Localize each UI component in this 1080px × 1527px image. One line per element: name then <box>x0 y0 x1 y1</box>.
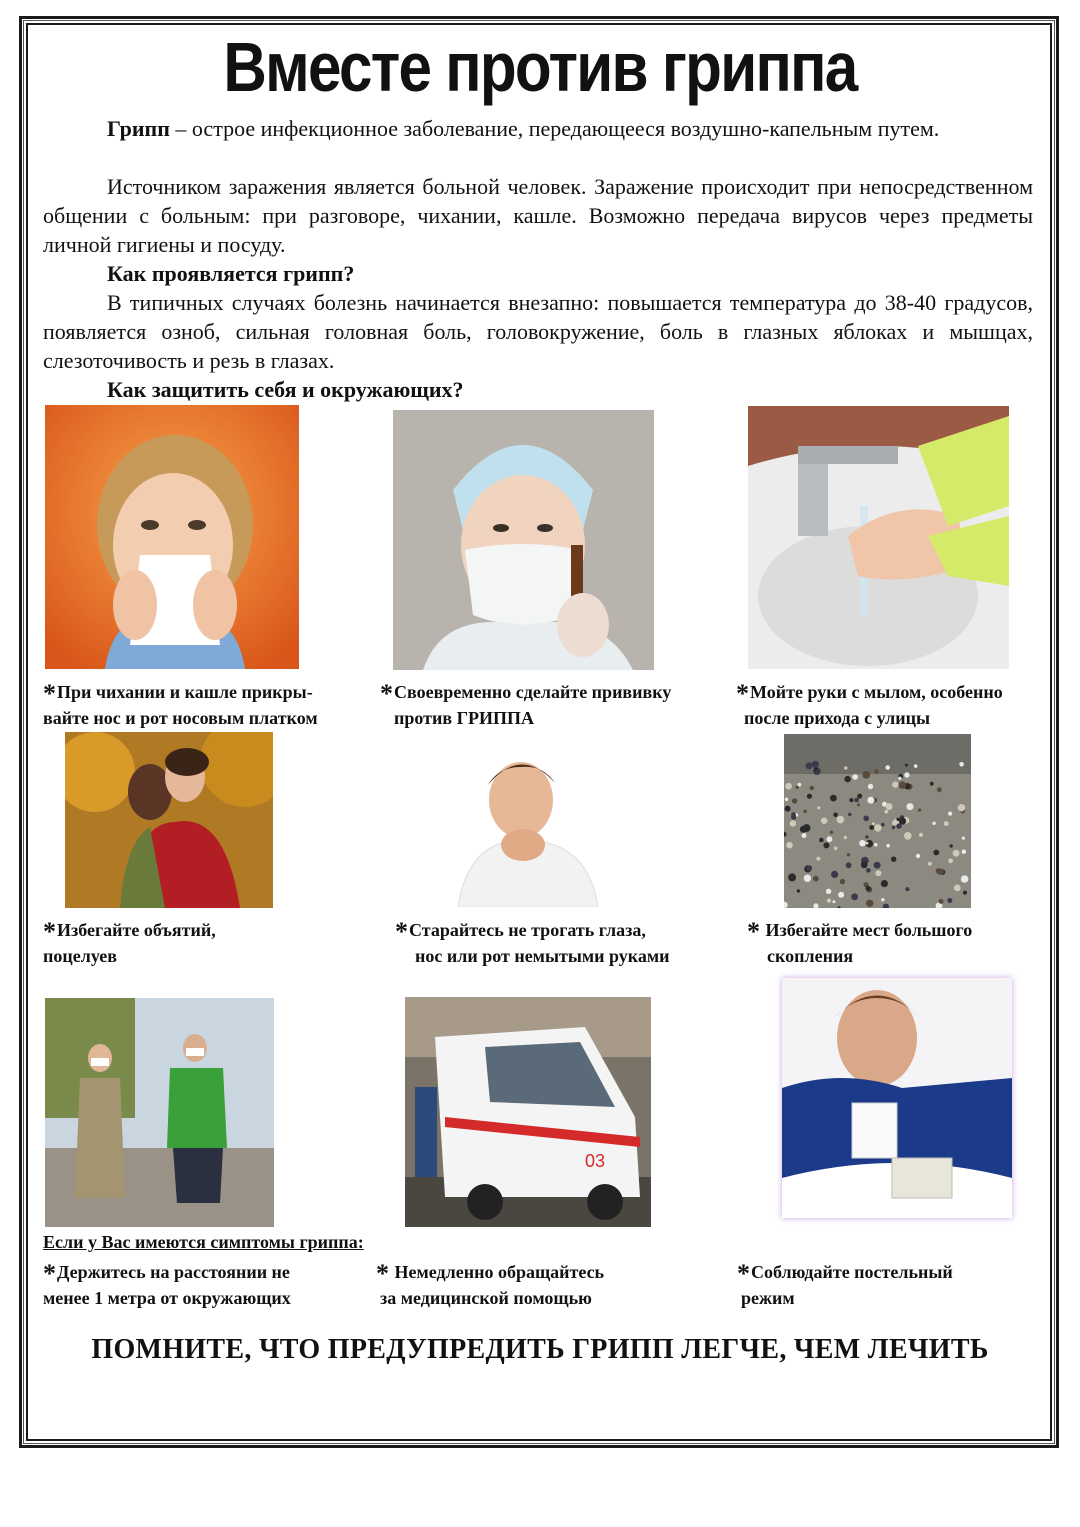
symptoms-heading: Если у Вас имеются симптомы гриппа: <box>43 1232 364 1252</box>
caption-sneeze: *При чихании и кашле прикры- вайте нос и рот носовым платком <box>43 679 318 728</box>
symptoms-paragraph: В типичных случаях болезнь начинается внезапно: повышается температура до 38-40 градусов, появляется озноб, сильная головная боль, головокружение, боль в глазных яблоках и мышцах, слезоточивость и резь в глазах. <box>43 290 1033 373</box>
asterisk-icon: * <box>43 679 56 708</box>
caption-vaccinate: *Своевременно сделайте прививку против ГРИППА <box>380 679 672 728</box>
caption-avoid-crowds: * Избегайте мест большого скопления <box>747 917 973 966</box>
heading-symptoms: Как проявляется грипп? <box>107 261 355 286</box>
caption-wash-hands: *Мойте руки с мылом, особенно после прихода с улицы <box>736 679 1003 728</box>
asterisk-icon: * <box>376 1259 389 1288</box>
heading-protection: Как защитить себя и окружающих? <box>107 377 464 402</box>
intro-paragraph-2: Источником заражения является больной человек. Заражение происходит при непосредственном общении с больным: при разговоре, чихании, кашле. Возможно передача вирусов через предметы личной гигиены и посуду. <box>43 174 1033 257</box>
asterisk-icon: * <box>737 1259 750 1288</box>
photo-sick-in-bed <box>782 978 1012 1218</box>
asterisk-icon: * <box>43 917 56 946</box>
asterisk-icon: * <box>736 679 749 708</box>
asterisk-icon: * <box>43 1259 56 1288</box>
flu-definition: – острое инфекционное заболевание, передающееся воздушно-капельным путем. <box>169 116 940 141</box>
photo-crowd <box>784 734 971 908</box>
caption-bed-rest: *Соблюдайте постельный режим <box>737 1259 953 1308</box>
photo-woman-sneezing <box>45 405 299 669</box>
intro-paragraph-1 <box>43 114 1033 143</box>
footer-slogan: ПОМНИТЕ, ЧТО ПРЕДУПРЕДИТЬ ГРИПП ЛЕГЧЕ, ЧЕМ ЛЕЧИТЬ <box>91 1334 989 1365</box>
photo-couple-hugging <box>65 732 273 908</box>
photo-ambulance <box>405 997 651 1227</box>
poster-title: Вместе против гриппа <box>223 28 857 106</box>
caption-dont-touch-face: *Старайтесь не трогать глаза, нос или рот немытыми руками <box>395 917 670 966</box>
caption-keep-distance: *Держитесь на расстоянии не менее 1 метра от окружающих <box>43 1259 291 1308</box>
flu-term: Грипп <box>107 116 170 141</box>
asterisk-icon: * <box>380 679 393 708</box>
photo-people-in-masks <box>45 998 274 1227</box>
photo-hand-washing <box>748 406 1009 669</box>
photo-man-coughing <box>443 745 603 907</box>
ambulance-number: 03 <box>585 1151 606 1171</box>
caption-seek-help: * Немедленно обращайтесь за медицинской помощью <box>376 1259 605 1308</box>
caption-avoid-hugs: *Избегайте объятий, поцелуев <box>43 917 216 966</box>
photo-nurse-mask <box>393 410 654 670</box>
asterisk-icon: * <box>747 917 760 946</box>
asterisk-icon: * <box>395 917 408 946</box>
